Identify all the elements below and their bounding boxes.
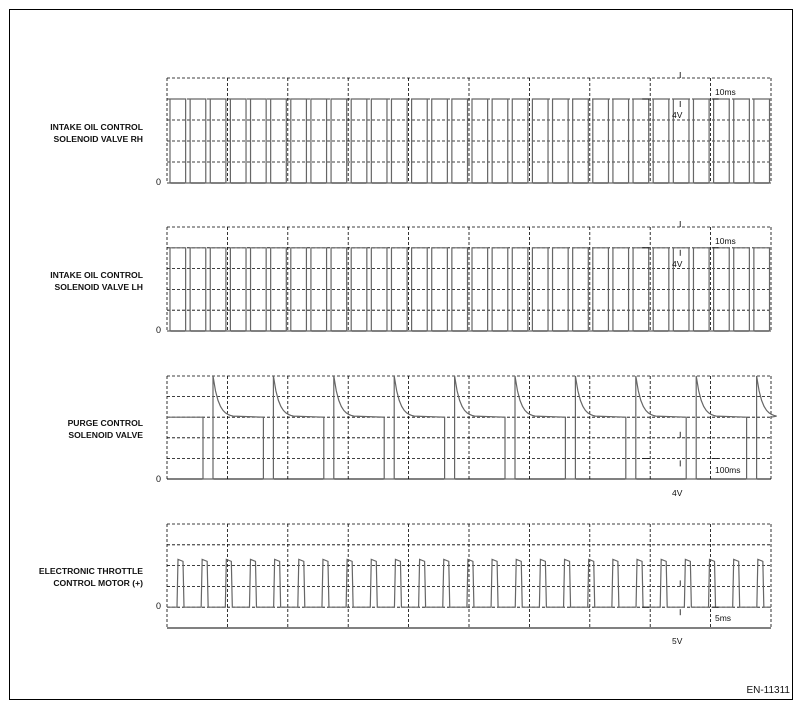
channel-3-volt-div: 4V <box>672 488 683 498</box>
channel-1-volt-div: 4V <box>672 110 683 120</box>
channel-4-label-line1: ELECTRONIC THROTTLE <box>38 566 143 576</box>
channel-3-label-line1: PURGE CONTROL <box>67 418 143 428</box>
channel-1-label <box>8 121 143 145</box>
channel-4-label <box>8 565 143 589</box>
channel-4-zero-label: 0 <box>156 601 162 611</box>
channel-4-volt-div: 5V <box>672 636 683 646</box>
channel-1-zero-label: 0 <box>156 177 162 187</box>
channel-4-time-div: 5ms <box>715 613 732 623</box>
channel-3-waveform <box>167 376 777 479</box>
channel-2-label <box>8 269 143 293</box>
channel-2-label-line1: INTAKE OIL CONTROL <box>50 270 143 280</box>
channel-3-time-div: 100ms <box>715 465 741 475</box>
channel-1-time-div: 10ms <box>715 87 736 97</box>
figure-id: EN-11311 <box>746 685 790 696</box>
channel-2-zero-label: 0 <box>156 325 162 335</box>
channel-3-label <box>8 417 143 441</box>
channel-3-label-line2: SOLENOID VALVE <box>68 430 143 440</box>
channel-2-volt-div: 4V <box>672 259 683 269</box>
channel-4-label-line2: CONTROL MOTOR (+) <box>53 578 143 588</box>
channel-3-zero-label: 0 <box>156 474 162 484</box>
channel-2-label-line2: SOLENOID VALVE LH <box>54 282 143 292</box>
channel-1-label-line1: INTAKE OIL CONTROL <box>50 122 143 132</box>
channel-2-time-div: 10ms <box>715 236 736 246</box>
channel-1-label-line2: SOLENOID VALVE RH <box>53 134 143 144</box>
